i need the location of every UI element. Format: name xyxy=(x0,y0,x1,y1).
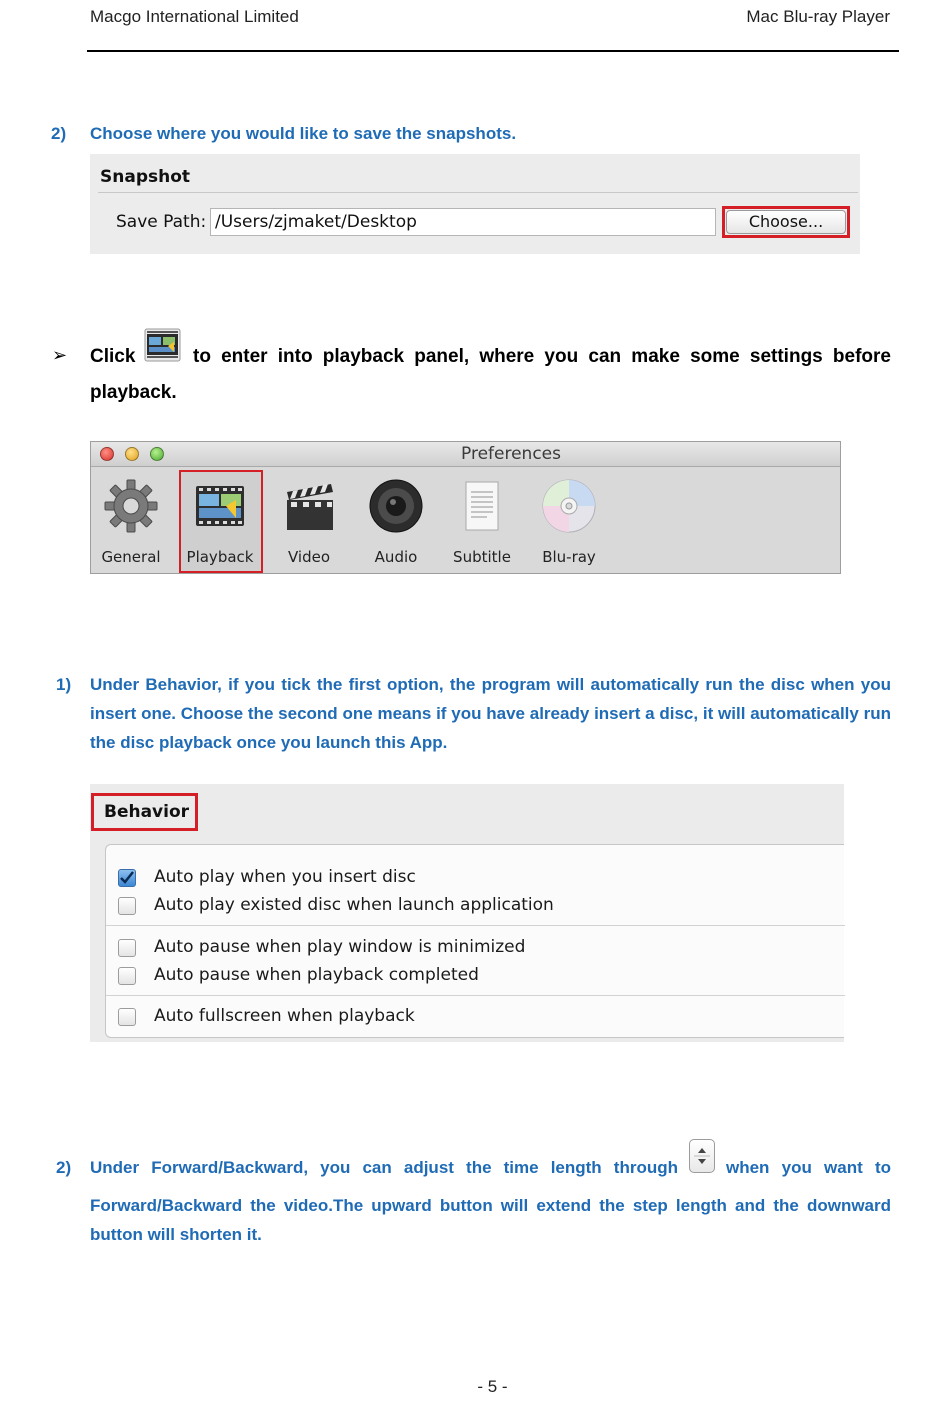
header-rule xyxy=(87,50,899,52)
filmstrip-icon xyxy=(192,478,248,534)
snapshot-panel xyxy=(90,154,860,254)
step-text-line3: the disc playback once you launch this App. xyxy=(90,733,448,752)
option-label: Auto play existed disc when launch application xyxy=(154,895,554,915)
playback-filmstrip-icon xyxy=(144,328,181,362)
step-text-line2: Forward/Backward the video.The upward button will extend the step length and the downward xyxy=(90,1196,891,1215)
tab-label: Video xyxy=(287,548,331,566)
checkbox-auto-pause-completed[interactable] xyxy=(118,967,136,985)
option-label: Auto play when you insert disc xyxy=(154,867,416,887)
stepper-icon xyxy=(689,1139,715,1173)
tab-subtitle[interactable] xyxy=(442,472,522,572)
step-text-line1-before: Under Forward/Backward, you can adjust the time length through xyxy=(90,1158,678,1177)
save-path-input[interactable]: /Users/zjmaket/Desktop xyxy=(210,208,716,236)
step-text-line3: button will shorten it. xyxy=(90,1225,262,1244)
checkbox-auto-play-existed[interactable] xyxy=(118,897,136,915)
option-label: Auto pause when play window is minimized xyxy=(154,937,526,957)
tab-label: Blu-ray xyxy=(542,548,596,566)
tab-label: Playback xyxy=(186,548,254,566)
window-title: Preferences xyxy=(461,444,561,464)
option-label: Auto fullscreen when playback xyxy=(154,1006,415,1026)
tab-bluray[interactable] xyxy=(529,472,609,572)
divider xyxy=(106,925,845,926)
bullet-click-word: Click xyxy=(90,346,136,367)
choose-button[interactable]: Choose... xyxy=(726,210,846,234)
step-text-line1: Under Behavior, if you tick the first option, the program will automatically run the disc when you xyxy=(90,675,891,694)
page-number: - 5 - xyxy=(477,1377,508,1396)
bullet-marker: ➢ xyxy=(52,345,68,365)
option-label: Auto pause when playback completed xyxy=(154,965,479,985)
preferences-window xyxy=(90,441,841,574)
step-text-line2: insert one. Choose the second one means if you have already insert a disc, it will automatically run xyxy=(90,704,891,723)
behavior-title: Behavior xyxy=(104,802,190,822)
tab-general[interactable] xyxy=(91,472,171,572)
checkmark-icon xyxy=(118,869,136,887)
document-icon xyxy=(454,478,510,534)
behavior-panel xyxy=(90,784,844,1042)
divider xyxy=(98,192,858,193)
bullet-text-line1: to enter into playback panel, where you can make some settings before xyxy=(193,346,891,367)
checkbox-auto-pause-minimized[interactable] xyxy=(118,939,136,957)
snapshot-title: Snapshot xyxy=(100,167,191,187)
step-number: 2) xyxy=(51,124,67,143)
step-number: 1) xyxy=(56,675,72,694)
gear-icon xyxy=(103,478,159,534)
tab-label: General xyxy=(101,548,161,566)
tab-playback[interactable] xyxy=(180,472,260,572)
clapperboard-icon xyxy=(281,478,337,534)
disc-icon xyxy=(541,478,597,534)
speaker-icon xyxy=(368,478,424,534)
checkbox-auto-fullscreen[interactable] xyxy=(118,1008,136,1026)
tab-label: Audio xyxy=(374,548,418,566)
header-product: Mac Blu-ray Player xyxy=(746,7,890,26)
divider xyxy=(106,995,845,996)
checkbox-auto-play-insert[interactable] xyxy=(118,869,136,887)
bullet-text-line2: playback. xyxy=(90,382,177,403)
save-path-label: Save Path: xyxy=(116,212,207,232)
step-number: 2) xyxy=(56,1158,72,1177)
stepper-arrows-icon xyxy=(690,1140,714,1172)
step-text: Choose where you would like to save the snapshots. xyxy=(90,124,517,143)
step-text-line1-after: when you want to xyxy=(726,1158,891,1177)
tab-video[interactable] xyxy=(269,472,349,572)
tab-label: Subtitle xyxy=(453,548,511,566)
tab-audio[interactable] xyxy=(356,472,436,572)
header-company: Macgo International Limited xyxy=(90,7,299,26)
behavior-options-box xyxy=(105,844,844,1038)
